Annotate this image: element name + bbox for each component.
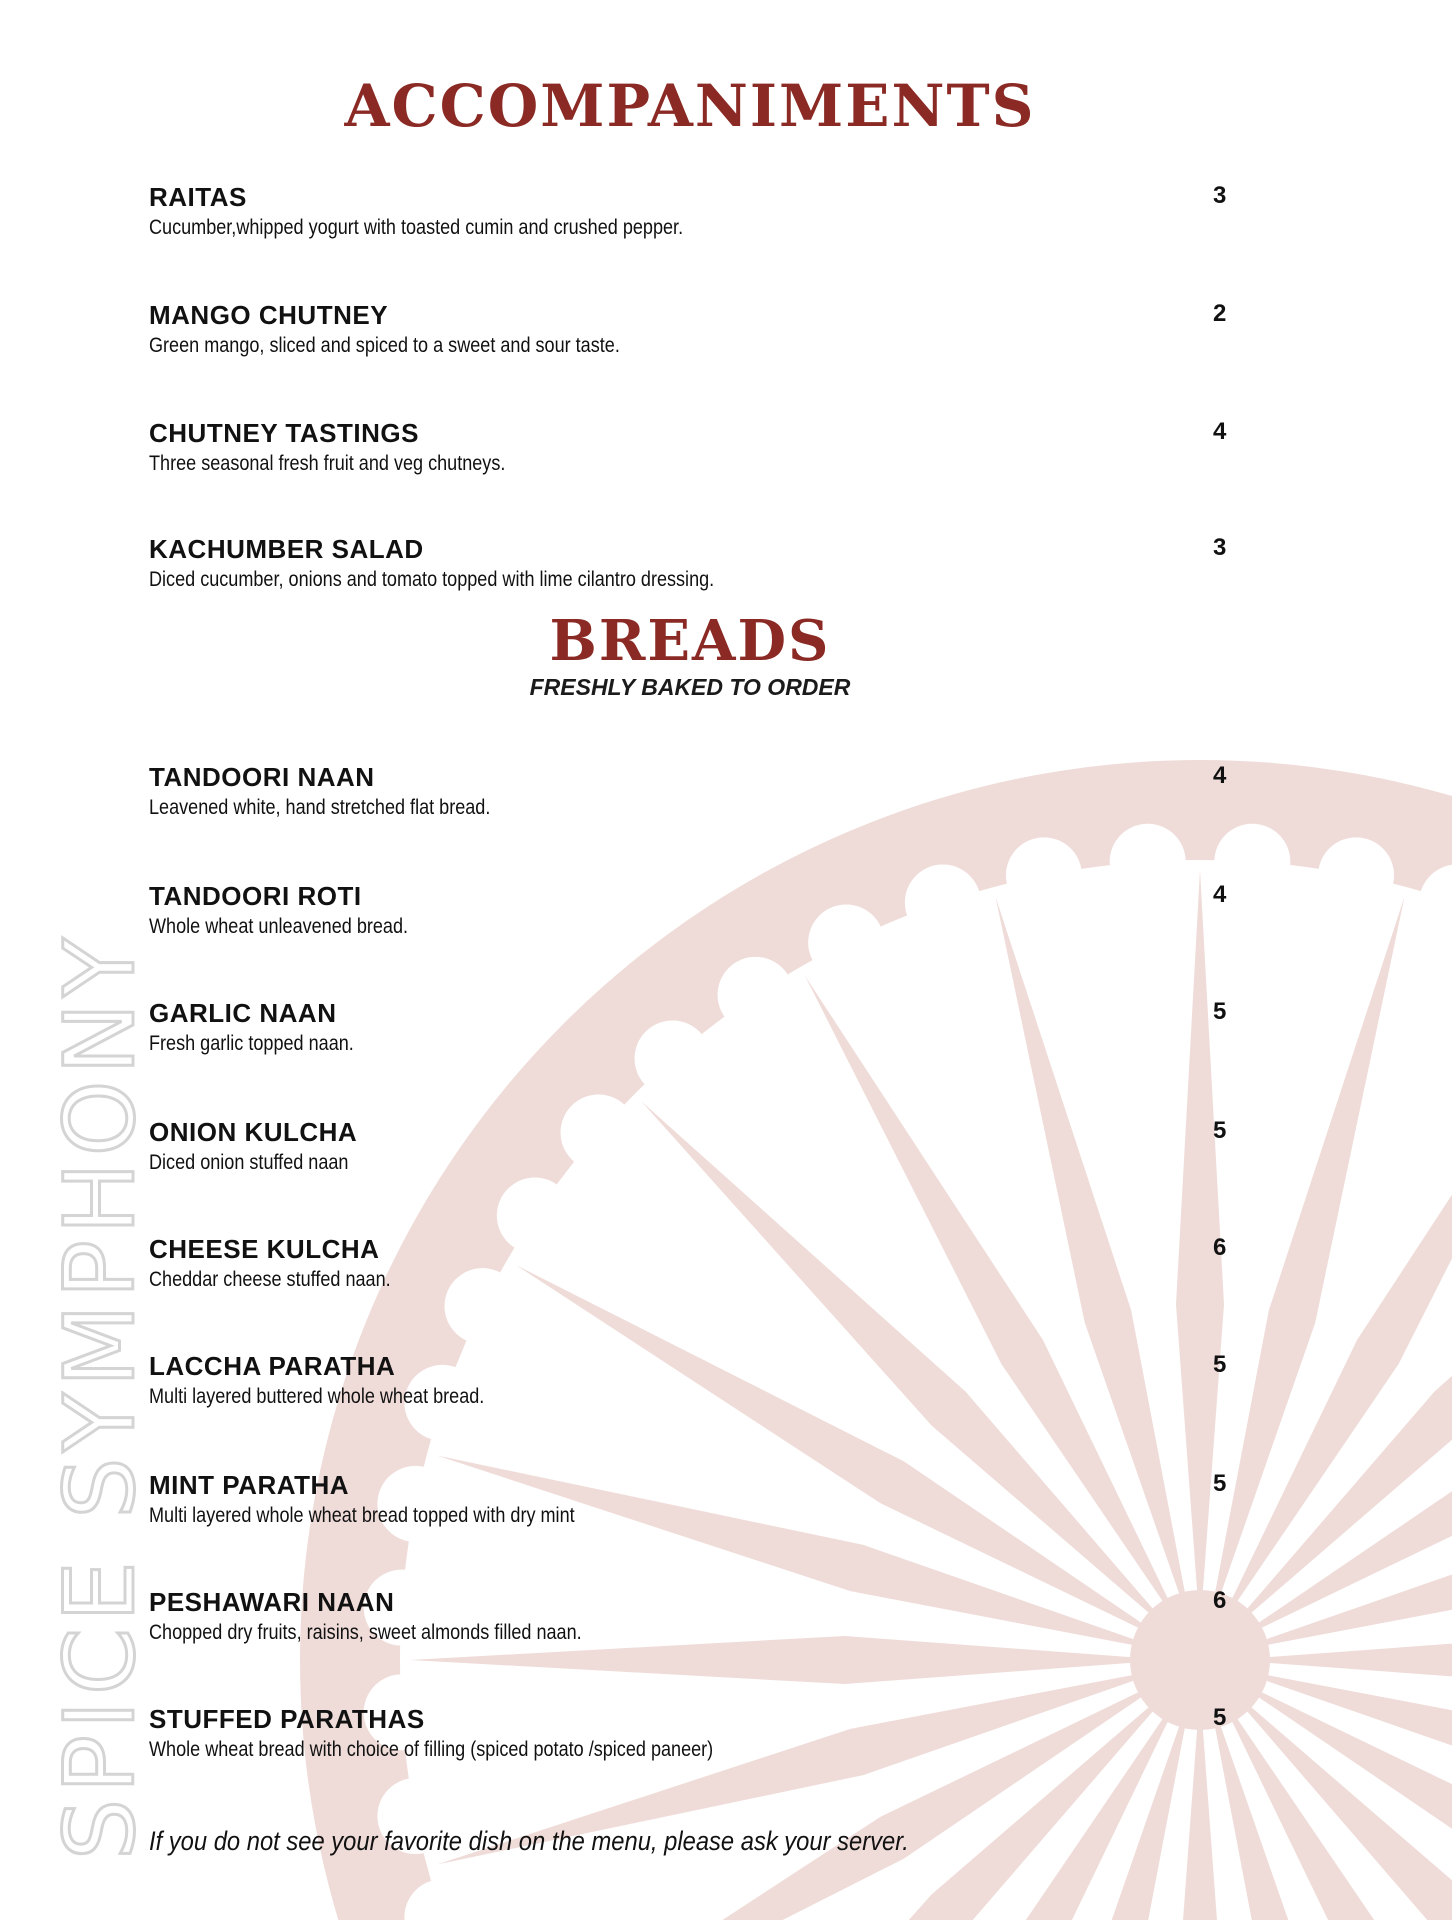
item-name: RAITAS (149, 182, 247, 212)
item-name: CHUTNEY TASTINGS (149, 418, 419, 448)
menu-item-stuffed-parathas (149, 1704, 1229, 1784)
item-name: TANDOORI ROTI (149, 881, 362, 911)
item-price: 4 (1213, 881, 1227, 908)
brand-watermark: SPICE SYMPHONY (44, 932, 156, 1860)
item-price: 4 (1213, 762, 1227, 789)
item-name: GARLIC NAAN (149, 998, 337, 1028)
wheel-scallop (1318, 837, 1394, 913)
wheel-spoke (1208, 897, 1405, 1631)
item-name: TANDOORI NAAN (149, 762, 375, 792)
item-description: Cheddar cheese stuffed naan. (149, 1268, 391, 1291)
item-name: LACCHA PARATHA (149, 1351, 396, 1381)
item-price: 3 (1213, 182, 1227, 209)
menu-item-raitas (149, 182, 1229, 262)
item-name: MANGO CHUTNEY (149, 300, 389, 330)
item-price: 6 (1213, 1234, 1227, 1261)
item-description: Cucumber,whipped yogurt with toasted cumin and crushed pepper. (149, 216, 684, 239)
item-price: 5 (1213, 1704, 1227, 1731)
item-description: Fresh garlic topped naan. (149, 1032, 354, 1055)
item-description: Whole wheat unleavened bread. (149, 915, 409, 938)
item-description: Multi layered buttered whole wheat bread. (149, 1385, 485, 1408)
item-name: ONION KULCHA (149, 1117, 358, 1147)
item-description: Leavened white, hand stretched flat bread. (149, 796, 491, 819)
item-description: Multi layered whole wheat bread topped with dry mint (149, 1504, 575, 1527)
item-description: Diced cucumber, onions and tomato topped with lime cilantro dressing. (149, 568, 715, 591)
menu-item-tandoori-naan (149, 762, 1229, 842)
item-price: 5 (1213, 1351, 1227, 1378)
item-name: STUFFED PARATHAS (149, 1704, 425, 1734)
item-description: Whole wheat bread with choice of filling (spiced potato /spiced paneer) (149, 1738, 714, 1761)
item-price: 6 (1213, 1587, 1227, 1614)
breads-title: BREADS (549, 608, 831, 674)
item-price: 5 (1213, 1117, 1227, 1144)
item-description: Three seasonal fresh fruit and veg chutneys. (149, 452, 506, 475)
item-price: 3 (1213, 534, 1227, 561)
item-description: Green mango, sliced and spiced to a sweet and sour taste. (149, 334, 620, 357)
menu-item-cheese-kulcha (149, 1234, 1229, 1314)
item-price: 2 (1213, 300, 1227, 327)
item-price: 4 (1213, 418, 1227, 445)
breads-subtitle: FRESHLY BAKED TO ORDER (529, 674, 851, 700)
item-description: Diced onion stuffed naan (149, 1151, 349, 1174)
menu-item-mango-chutney (149, 300, 1229, 380)
menu-item-mint-paratha (149, 1470, 1229, 1550)
item-name: CHEESE KULCHA (149, 1234, 380, 1264)
item-price: 5 (1213, 998, 1227, 1025)
item-description: Chopped dry fruits, raisins, sweet almonds filled naan. (149, 1621, 582, 1644)
menu-item-garlic-naan (149, 998, 1229, 1078)
menu-item-kachumber-salad (149, 534, 1229, 614)
menu-item-chutney-tastings (149, 418, 1229, 498)
item-name: PESHAWARI NAAN (149, 1587, 395, 1617)
item-price: 5 (1213, 1470, 1227, 1497)
menu-item-onion-kulcha (149, 1117, 1229, 1197)
menu-item-laccha-paratha (149, 1351, 1229, 1431)
accompaniments-title: ACCOMPANIMENTS (344, 72, 1036, 140)
menu-item-peshawari-naan (149, 1587, 1229, 1667)
item-name: MINT PARATHA (149, 1470, 350, 1500)
item-name: KACHUMBER SALAD (149, 534, 424, 564)
menu-item-tandoori-roti (149, 881, 1229, 961)
footer-note: If you do not see your favorite dish on the menu, please ask your server. (149, 1826, 909, 1856)
